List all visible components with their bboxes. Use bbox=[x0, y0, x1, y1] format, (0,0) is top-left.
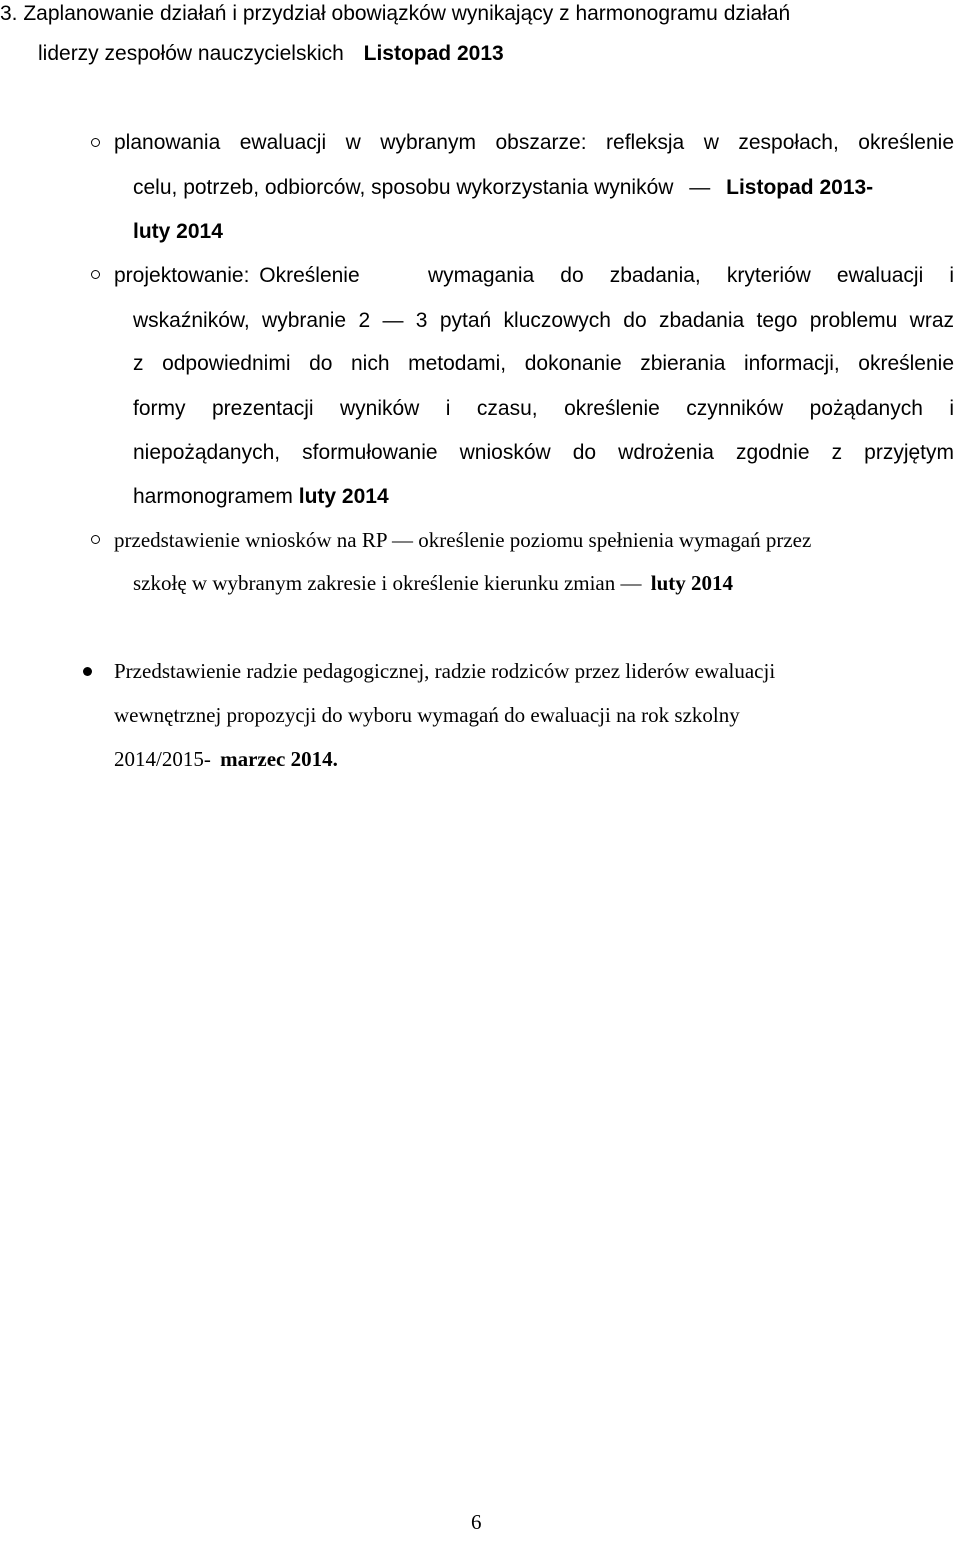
bullet-icon bbox=[91, 138, 100, 147]
list-item-4-line1: Przedstawienie radzie pedagogicznej, radzie rodziców przez liderów ewaluacji bbox=[114, 659, 776, 683]
list-item-2-line1-rest: wymagania do zbadania, kryteriów ewaluacji i bbox=[428, 264, 954, 287]
page-number: 6 bbox=[471, 1510, 482, 1534]
list-item-2-keyword: Określenie bbox=[259, 264, 360, 287]
bullet-icon bbox=[91, 270, 100, 279]
list-item-2-line3: z odpowiednimi do nich metodami, dokonanie zbierania informacji, określenie bbox=[133, 352, 954, 375]
list-item-2-label: projektowanie: bbox=[114, 264, 250, 287]
list-item-2-line2: wskaźników, wybranie 2 — 3 pytań kluczowych do zbadania tego problemu wraz bbox=[133, 309, 954, 332]
bullet-icon bbox=[83, 667, 92, 676]
list-item-2-line4: formy prezentacji wyników i czasu, określenie czynników pożądanych i bbox=[133, 397, 954, 420]
list-item-3-line1: przedstawienie wniosków na RP — określenie poziomu spełnienia wymagań przez bbox=[114, 528, 812, 552]
bullet-icon bbox=[91, 535, 100, 544]
list-item-1-line2 bbox=[133, 177, 873, 198]
list-item-2-text-end: harmonogramem bbox=[133, 485, 293, 508]
list-item-4-line2: wewnętrznej propozycji do wyboru wymagań do ewaluacji na rok szkolny bbox=[114, 703, 740, 727]
list-item-2-line6 bbox=[133, 486, 389, 507]
list-item-3-line2 bbox=[133, 573, 733, 594]
section-heading-line2 bbox=[38, 43, 504, 64]
section-heading-text: 3. Zaplanowanie działań i przydział obowiązków wynikający z harmonogramu działań bbox=[0, 2, 791, 25]
list-item-4-date: marzec 2014. bbox=[220, 747, 338, 771]
responsible-text: liderzy zespołów nauczycielskich bbox=[38, 42, 344, 65]
list-item-2-date: luty 2014 bbox=[298, 485, 389, 508]
list-item-4-line3 bbox=[114, 749, 338, 770]
heading-date: Listopad 2013 bbox=[363, 42, 504, 65]
list-item-1-line1: planowania ewaluacji w wybranym obszarze: refleksja w zespołach, określenie bbox=[114, 131, 954, 154]
list-item-2-line5: niepożądanych, sformułowanie wniosków do wdrożenia zgodnie z przyjętym bbox=[133, 441, 954, 464]
list-item-2-line1 bbox=[114, 265, 360, 286]
list-item-1-date-end: luty 2014 bbox=[133, 220, 223, 243]
list-item-4-text: 2014/2015- bbox=[114, 747, 211, 771]
list-item-3-text: szkołę w wybranym zakresie i określenie kierunku zmian — bbox=[133, 571, 642, 595]
list-item-1-text: celu, potrzeb, odbiorców, sposobu wykorzystania wyników bbox=[133, 176, 674, 199]
list-item-1-date: Listopad 2013- bbox=[726, 176, 874, 199]
list-item-3-date: luty 2014 bbox=[650, 571, 734, 595]
dash-separator: — bbox=[689, 176, 711, 199]
section-heading bbox=[0, 3, 790, 24]
